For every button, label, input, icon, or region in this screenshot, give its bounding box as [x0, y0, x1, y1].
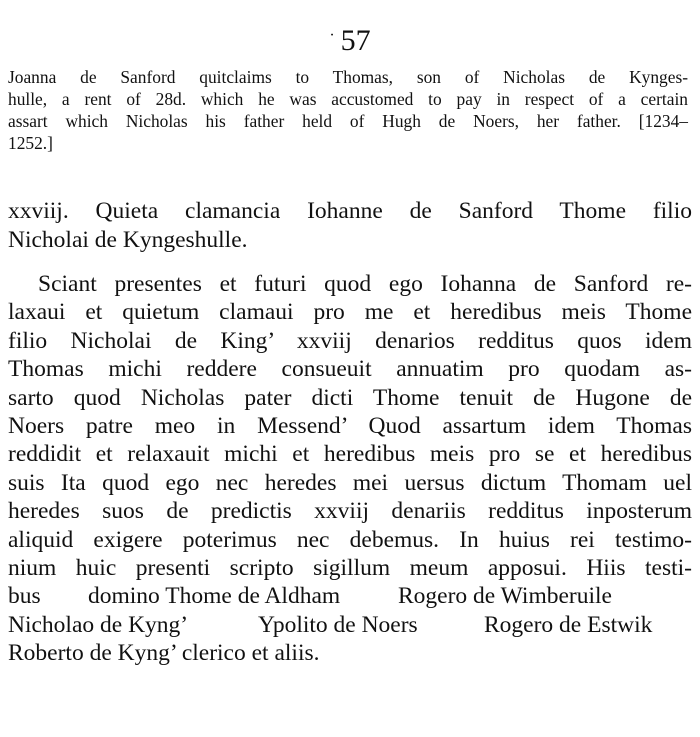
page-number-dot: · [329, 27, 335, 44]
charter-text [8, 270, 692, 668]
heading-line: Nicholai de Kyngeshulle. [8, 226, 248, 253]
charter-line: Sciant presentes et futuri quod ego Iohanna de Sanford re- [38, 271, 692, 297]
witness-name: domino Thome de Aldham [88, 583, 341, 610]
summary-line: 1252.] [8, 133, 53, 153]
charter-line: Thomas michi reddere consueuit annuatim pro quodam as- [8, 356, 692, 383]
summary-line: assart which Nicholas his father held of Hugh de Noers, her father. [1234– [8, 111, 688, 131]
charter-line: heredes suos de predictis xxviij denariis redditus inposterum [8, 498, 692, 525]
witness-line [8, 582, 692, 610]
charter-line: reddidit et relaxauit michi et heredibus meis pro se et heredibus [8, 441, 692, 468]
witness-name: Rogero de Estwik [484, 611, 653, 638]
witness-name: bus [8, 583, 41, 610]
charter-heading [8, 197, 692, 254]
witness-line [8, 611, 692, 639]
charter-line: laxaui et quietum clamaui pro me et heredibus meis Thome [8, 299, 692, 326]
summary-line: Joanna de Sanford quitclaims to Thomas, son of Nicholas de Kynges- [8, 67, 688, 87]
english-summary [8, 66, 688, 154]
witness-name: Ypolito de Noers [258, 611, 418, 638]
summary-line: hulle, a rent of 28d. which he was accustomed to pay in respect of a certain [8, 89, 688, 109]
witness-name: Rogero de Wimberuile [398, 583, 612, 610]
charter-closing-line: Roberto de Kyng’ clerico et aliis. [8, 640, 320, 667]
charter-line: aliquid exigere poterimus nec debemus. In huius rei testimo- [8, 526, 692, 553]
page-number [0, 18, 700, 59]
page-number-value: 57 [340, 24, 371, 57]
charter-line: nium huic presenti scripto sigillum meum apposui. Hiis testi- [8, 555, 692, 582]
charter-line: Noers patre meo in Messend’ Quod assartum idem Thomas [8, 413, 692, 440]
charter-line: filio Nicholai de King’ xxviij denarios redditus quos idem [8, 327, 692, 354]
charter-line: suis Ita quod ego nec heredes mei uersus dictum Thomam uel [8, 469, 692, 496]
witness-name: Nicholao de Kyng’ [8, 611, 189, 638]
charter-line: sarto quod Nicholas pater dicti Thome tenuit de Hugone de [8, 384, 692, 411]
heading-line: xxviij. Quieta clamancia Iohanne de Sanford Thome filio [8, 198, 692, 224]
